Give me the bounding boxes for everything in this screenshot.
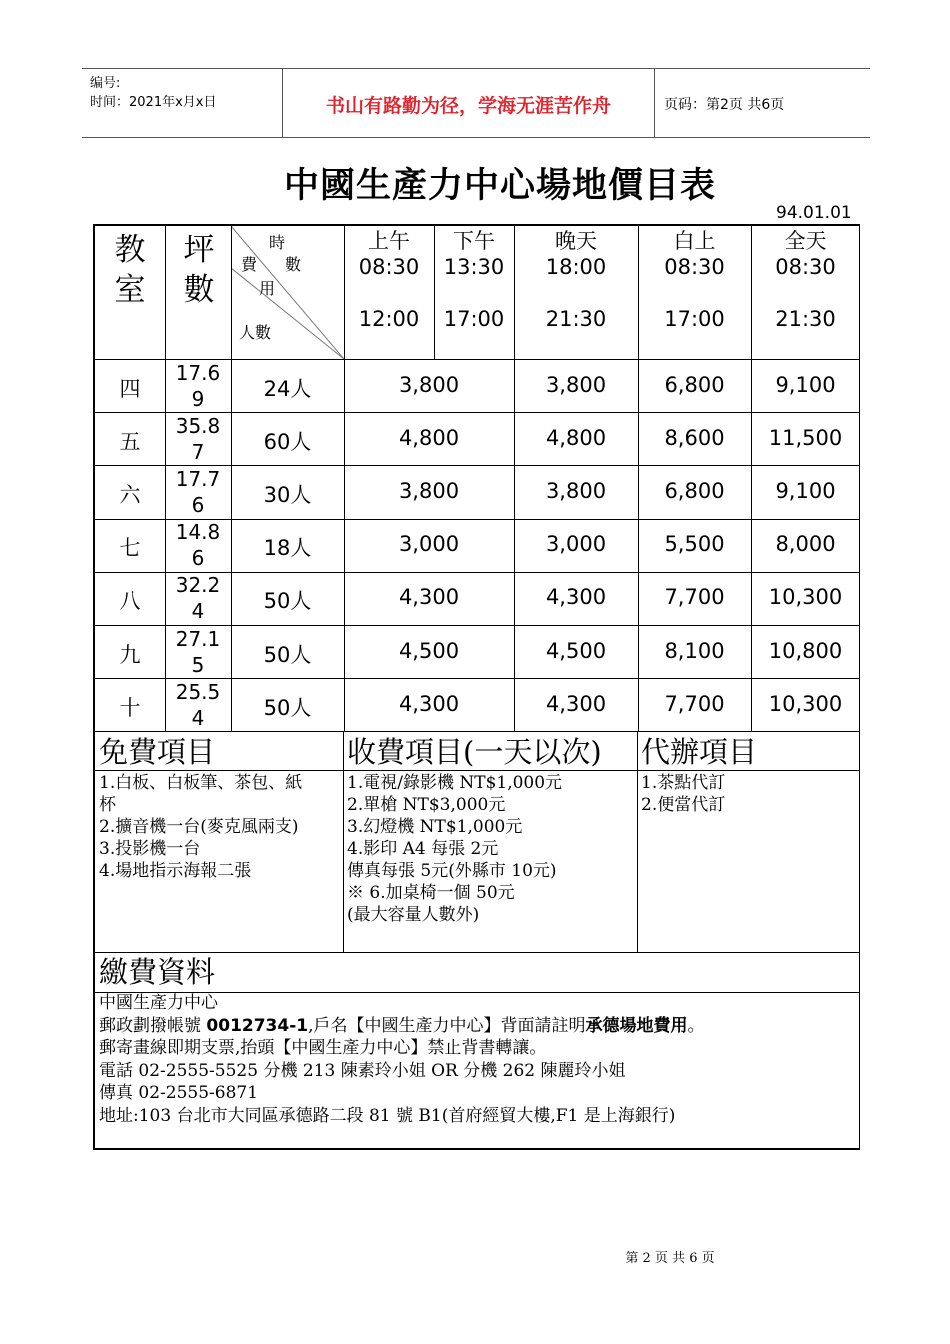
agency-items-list (641, 772, 725, 816)
room-cell: 八 (119, 589, 141, 614)
table-rule (95, 412, 860, 413)
room-cell: 九 (119, 642, 141, 667)
table-rule (95, 625, 860, 626)
area-cell (165, 626, 231, 678)
area-line: 5 (191, 652, 205, 677)
halfday-price: 4,800 (398, 425, 460, 450)
people-cell: 24人 (263, 376, 312, 401)
paid-items-list (347, 772, 562, 926)
payment-address: 地址:103 台北市大同區承德路二段 81 號 B1(首府經貿大樓,F1 是上海銀行) (99, 1105, 676, 1126)
area-line: 4 (191, 599, 205, 624)
slot-start: 08:30 (664, 255, 725, 279)
area-line: 27.1 (175, 626, 221, 651)
slot-name: 晚天 (555, 229, 597, 253)
slot-name: 全天 (784, 229, 827, 253)
area-cell (165, 360, 231, 412)
halfday-price: 3,000 (398, 532, 460, 557)
slot-name: 上午 (368, 229, 410, 253)
people-cell: 50人 (263, 589, 312, 614)
table-rule (95, 465, 860, 466)
area-line: 14.8 (175, 520, 221, 545)
daytime-price: 8,100 (664, 638, 725, 663)
fullday-price: 10,800 (768, 638, 843, 663)
header-motto: 书山有路勤为径，学海无涯苦作舟 (325, 95, 611, 117)
list-item: 1.白板、白板筆、茶包、紙 (99, 773, 303, 793)
table-rule (95, 572, 860, 573)
diagonal-line (231, 268, 344, 359)
area-line: 4 (191, 705, 205, 730)
area-line: 17.6 (175, 360, 221, 385)
people-cell: 30人 (263, 483, 312, 507)
list-item: 4.場地指示海報二張 (99, 861, 252, 881)
table-rule (231, 226, 232, 731)
daytime-price: 7,700 (664, 585, 725, 610)
evening-price: 4,800 (545, 425, 607, 450)
fullday-price: 9,100 (775, 372, 836, 397)
payment-fax: 傳真 02-2555-6871 (99, 1083, 259, 1103)
slot-start: 13:30 (443, 255, 505, 279)
table-rule (434, 226, 435, 359)
fullday-price: 10,300 (768, 585, 843, 610)
diag-people: 人數 (239, 323, 272, 342)
daytime-price: 5,500 (664, 532, 725, 557)
evening-price: 3,800 (545, 372, 607, 397)
list-item: 2.單槍 NT$3,000元 (347, 795, 506, 815)
payment-check: 郵寄畫線即期支票,抬頭【中國生產力中心】禁止背書轉讓。 (99, 1038, 547, 1058)
table-rule (637, 731, 638, 952)
room-cell: 五 (119, 429, 141, 454)
table-rule (638, 226, 639, 731)
list-item: (最大容量人數外) (347, 905, 480, 925)
area-cell (165, 413, 231, 465)
time-slot-header (751, 228, 860, 332)
header-room-char: 室 (114, 272, 146, 308)
list-item: 2.便當代訂 (641, 795, 726, 815)
list-item: 傳真每張 5元(外縣市 10元) (347, 861, 557, 881)
area-cell (165, 572, 231, 624)
daytime-price: 6,800 (664, 479, 725, 503)
diag-fee: 費 (241, 255, 258, 274)
slot-end: 21:30 (545, 307, 607, 331)
room-cell: 七 (119, 536, 141, 561)
slot-name: 下午 (453, 229, 495, 253)
header-room-char: 教 (114, 232, 146, 268)
postal-account: 0012734-1 (206, 1015, 309, 1036)
free-items-heading: 免費項目 (99, 735, 216, 769)
fullday-price: 9,100 (775, 479, 836, 503)
header-meta (90, 74, 216, 112)
table-rule (95, 731, 860, 732)
diag-time: 時 (269, 233, 286, 252)
table-rule (95, 952, 860, 953)
people-cell: 50人 (263, 642, 312, 667)
diag-count: 數 (285, 255, 302, 274)
people-cell: 50人 (263, 695, 312, 720)
time-slot-header (344, 228, 434, 332)
postal-note: 承德場地費用 (585, 1015, 688, 1036)
table-rule (95, 992, 860, 993)
agency-items-heading: 代辦項目 (641, 735, 758, 769)
area-line: 9 (191, 386, 205, 411)
header-area-char: 數 (183, 272, 215, 308)
room-cell: 十 (119, 695, 141, 720)
slot-start: 08:30 (358, 255, 420, 279)
evening-price: 4,300 (545, 691, 607, 716)
paid-items-heading: 收費項目(一天以次) (347, 735, 602, 769)
evening-price: 4,300 (545, 585, 607, 610)
area-line: 25.5 (175, 679, 221, 704)
area-cell (165, 466, 231, 518)
header-divider (654, 69, 655, 137)
slot-end: 17:00 (664, 307, 725, 331)
table-rule (95, 770, 860, 771)
halfday-price: 3,800 (398, 372, 460, 397)
list-item: 杯 (99, 795, 116, 815)
page-title: 中國生產力中心場地價目表 (283, 166, 716, 206)
evening-price: 3,000 (545, 532, 607, 557)
daytime-price: 8,600 (664, 425, 725, 450)
slot-start: 08:30 (775, 255, 836, 279)
table-rule (95, 678, 860, 679)
document-header (82, 68, 870, 138)
table-rule (344, 226, 345, 731)
area-line: 6 (191, 493, 205, 517)
fullday-price: 11,500 (768, 425, 843, 450)
area-line: 17.7 (175, 467, 221, 491)
evening-price: 3,800 (545, 479, 607, 503)
price-date: 94.01.01 (776, 203, 852, 223)
page-footer: 第 2 页 共 6 页 (625, 1251, 715, 1266)
list-item: 2.擴音機一台(麥克風兩支) (99, 817, 299, 837)
people-cell: 60人 (263, 429, 312, 454)
header-area-char: 坪 (183, 232, 215, 268)
list-item: 1.茶點代訂 (641, 773, 726, 793)
header-time: 时间：2021年x月x日 (90, 95, 217, 110)
table-rule (95, 519, 860, 520)
evening-price: 4,500 (545, 638, 607, 663)
payment-info (99, 992, 705, 1127)
list-item: ※ 6.加桌椅一個 50元 (347, 883, 515, 903)
header-number: 编号: (90, 76, 121, 91)
list-item: 3.幻燈機 NT$1,000元 (347, 817, 523, 837)
slot-name: 白上 (673, 229, 716, 253)
payment-heading: 繳費資料 (99, 955, 216, 989)
area-cell (165, 519, 231, 571)
list-item: 3.投影機一台 (99, 839, 201, 859)
table-rule (751, 226, 752, 731)
table-rule (514, 226, 515, 731)
slot-end: 17:00 (443, 307, 505, 331)
area-line: 35.8 (175, 413, 221, 438)
area-cell (165, 679, 231, 731)
room-cell: 四 (119, 376, 141, 401)
halfday-price: 4,500 (398, 638, 460, 663)
fullday-price: 8,000 (775, 532, 836, 557)
payment-phone: 電話 02-2555-5525 分機 213 陳素玲小姐 OR 分機 262 陳麗玲小姐 (99, 1060, 626, 1081)
time-slot-header (434, 228, 514, 332)
halfday-price: 4,300 (398, 585, 460, 610)
slot-start: 18:00 (545, 255, 607, 279)
payment-org: 中國生產力中心 (99, 993, 218, 1013)
slot-end: 12:00 (358, 307, 420, 331)
header-room (105, 230, 155, 310)
people-cell: 18人 (263, 536, 312, 561)
diag-use: 用 (259, 279, 276, 298)
area-line: 6 (191, 546, 205, 571)
fullday-price: 10,300 (768, 691, 843, 716)
header-area (171, 230, 227, 310)
free-items-list (99, 772, 302, 882)
payment-postal: 郵政劃撥帳號 0012734-1,戶名【中國生產力中心】背面請註明承德場地費用。 (99, 1015, 705, 1036)
halfday-price: 3,800 (398, 479, 460, 503)
list-item: 1.電視/錄影機 NT$1,000元 (347, 773, 563, 793)
area-line: 32.2 (175, 573, 221, 598)
halfday-price: 4,300 (398, 691, 460, 716)
time-slot-header (514, 228, 638, 332)
table-rule (95, 359, 860, 360)
table-rule (343, 731, 344, 952)
header-page-info: 页码：第2页 共6页 (664, 97, 785, 113)
daytime-price: 7,700 (664, 691, 725, 716)
slot-end: 21:30 (775, 307, 836, 331)
price-table (93, 224, 860, 1150)
daytime-price: 6,800 (664, 372, 725, 397)
list-item: 4.影印 A4 每張 2元 (347, 839, 499, 859)
room-cell: 六 (119, 483, 141, 507)
table-rule (165, 226, 166, 731)
time-slot-header (638, 228, 751, 332)
area-line: 7 (191, 439, 205, 464)
